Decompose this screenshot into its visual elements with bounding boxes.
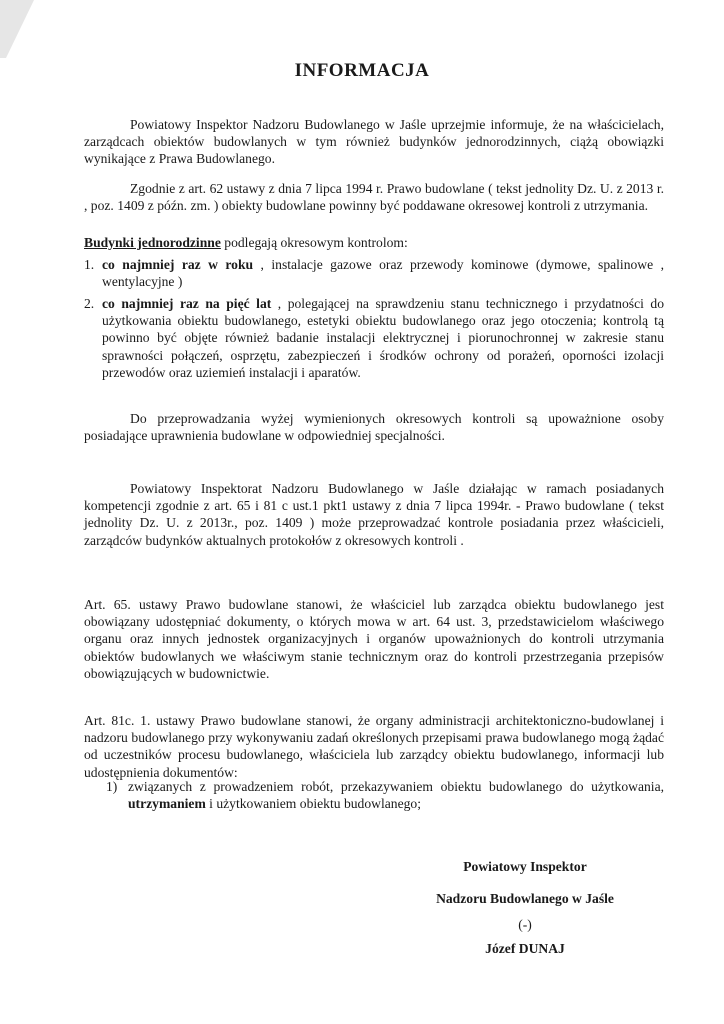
maintenance-emphasis: utrzymaniem [128, 796, 206, 812]
documents-text-b: i użytkowaniem obiektu budowlanego; [205, 796, 421, 812]
paragraph-authorized-persons [84, 410, 664, 444]
list-number: 2. [84, 296, 95, 311]
paragraph-pinb-competence [84, 480, 664, 549]
five-yearly-emphasis: co najmniej raz na pięć lat [102, 296, 272, 311]
paragraph-intro [84, 116, 664, 168]
documents-text-a: związanych z prowadzeniem robót, przekazywaniem obiektu budowlanego do użytkowania, [128, 779, 664, 794]
list-item-yearly [84, 256, 664, 290]
list-number: 1) [106, 779, 118, 794]
paragraph-art65-text: Art. 65. ustawy Prawo budowlane stanowi, że właściciel lub zarządca obiektu budowlanego jest obowiązany udostępniać dokumenty, o których mowa w art. 64 ust. 3, przedstawicielom właściwego organu oraz innych jednostek organizacyjnych i organów upoważnionych do kontroli utrzymania obiektów budowlanych we właściwym stanie technicznym oraz do kontroli przestrzegania przepisów obowiązujących w budownictwie. [84, 597, 664, 681]
five-yearly-text: , polegającej na sprawdzeniu stanu technicznego i przydatności do użytkowania obiektu budowlanego, estetyki obiektu budowlanego oraz jego otoczenia; kontrolą tą powinno być objęte również badanie instalacji elektrycznej i piorunochronnej w zakresie stanu sprawności połączeń, osprzętu, zabezpieczeń i środków ochrony od porażeń, oporności izolacji przewodów oraz uziemień instalacji i aparatów. [102, 296, 664, 380]
paragraph-art62 [84, 180, 664, 214]
single-family-buildings-heading: Budynki jednorodzinne [84, 235, 221, 250]
inspections-lead-text: podlegają okresowym kontrolom: [220, 235, 408, 250]
signature-name: Józef DUNAJ [485, 941, 565, 956]
yearly-emphasis: co najmniej raz w roku [102, 257, 254, 272]
paragraph-art81c [84, 712, 664, 781]
scan-corner-mark [0, 0, 40, 60]
document-title: INFORMACJA [294, 60, 430, 81]
paragraph-authorized-persons-text: Do przeprowadzania wyżej wymienionych okresowych kontroli są upoważnione osoby posiadające uprawnienia budowlane w odpowiedniej specjalności. [84, 411, 664, 444]
yearly-text: , instalacje gazowe oraz przewody kominowe (dymowe, spalinowe , wentylacyjne ) [102, 257, 664, 290]
paragraph-pinb-competence-text: Powiatowy Inspektorat Nadzoru Budowlanego w Jaśle działając w ramach posiadanych kompetencji zgodnie z art. 65 i 81 c ust.1 pkt1 ustawy z dnia 7 lipca 1994r. - Prawo budowlane ( tekst jednolity Dz. U. z 2013r., poz. 1409 ) może przeprowadzać kontrole posiadania przez właścicieli, zarządców budynków aktualnych protokołów z okresowych kontroli . [84, 481, 664, 548]
paragraph-art62-text: Zgodnie z art. 62 ustawy z dnia 7 lipca 1994 r. Prawo budowlane ( tekst jednolity Dz. U. z 2013 r. , poz. 1409 z późn. zm. ) obiekty budowlane powinny być poddawane okresowej kontroli z utrzymania. [84, 181, 664, 214]
paragraph-art65 [84, 596, 664, 682]
signature-line-1: Powiatowy Inspektor [463, 859, 587, 874]
signature-line-3: (-) [518, 917, 532, 932]
paragraph-art81c-text: Art. 81c. 1. ustawy Prawo budowlane stanowi, że organy administracji architektoniczno-budowlanej i nadzoru budowlanego przy wykonywaniu zadań określonych przepisami prawa budowlanego mogą żądać od uczestników procesu budowlanego, właściciela lub zarządcy obiektu budowlanego, informacji lub udostępnienia dokumentów: [84, 713, 664, 780]
list-number: 1. [84, 257, 95, 272]
paragraph-intro-text: Powiatowy Inspektor Nadzoru Budowlanego w Jaśle uprzejmie informuje, że na właścicielach, zarządcach obiektów budowlanych w tym również budynków jednorodzinnych, ciążą obowiązki wynikające z Prawa Budowlanego. [84, 117, 664, 167]
signature-line-2: Nadzoru Budowlanego w Jaśle [436, 891, 614, 906]
paragraph-inspections-lead [84, 234, 664, 251]
list-item-documents [106, 778, 664, 812]
list-item-five-yearly [84, 295, 664, 381]
